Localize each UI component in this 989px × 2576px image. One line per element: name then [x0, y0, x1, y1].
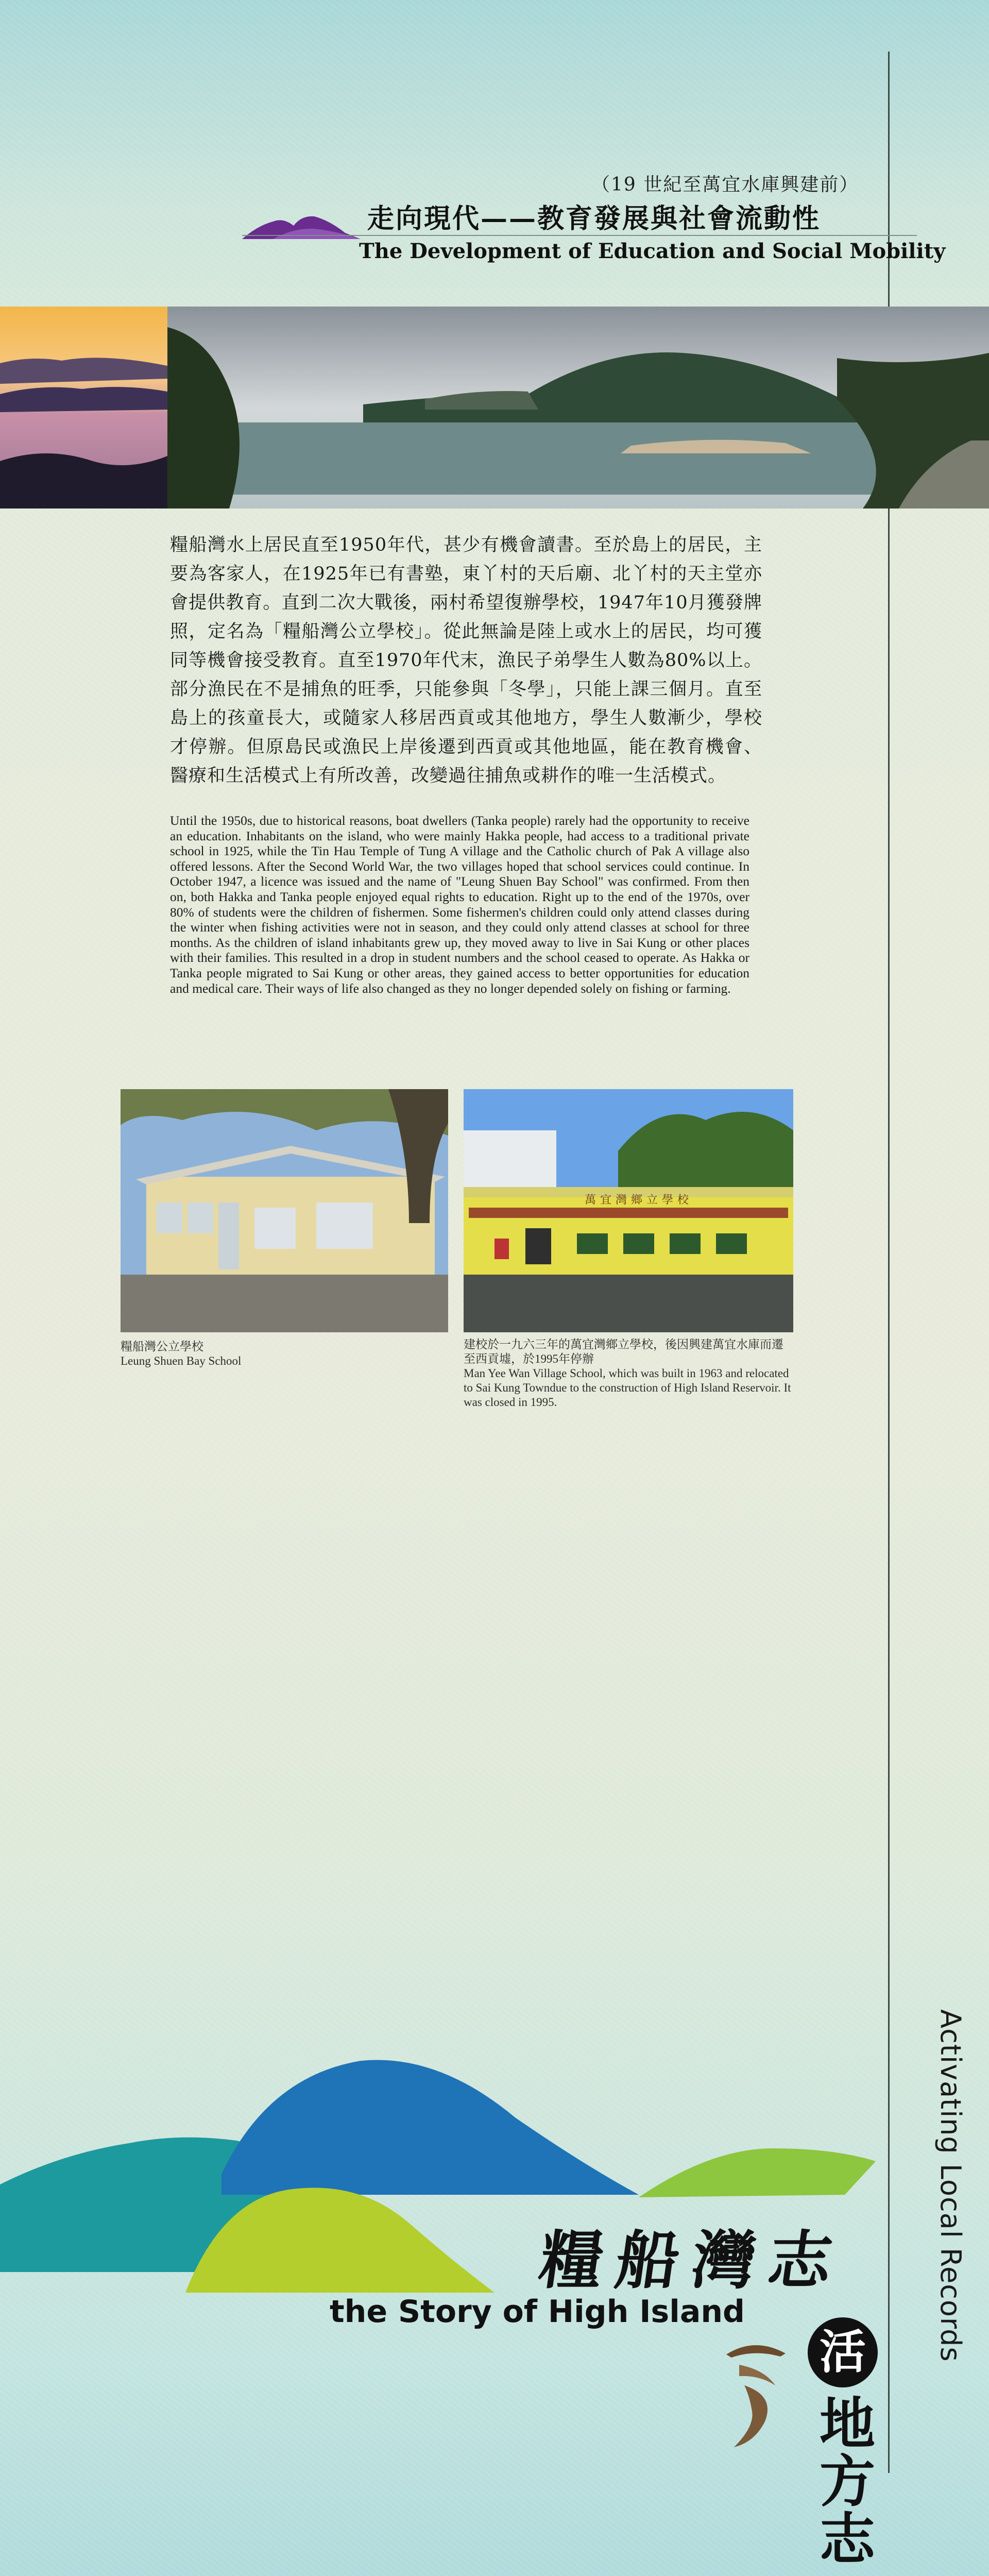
calligraphy-title-zh: 糧船灣志 — [535, 2223, 850, 2297]
title-rule — [242, 235, 917, 236]
man-yee-wan-village-school-photo — [464, 1089, 793, 1332]
page-title-zh: 走向現代——教育發展與社會流動性 — [367, 203, 821, 234]
bay-panorama-photo — [167, 307, 989, 509]
activating-local-records-text: Activating Local Records — [934, 2009, 967, 2362]
school-signboard: 萬宜灣鄉立學校 — [585, 1194, 693, 1207]
photo-caption-2-zh: 建校於一九六三年的萬宜灣鄉立學校，後因興建萬宜水庫而遷至西貢墟，於1995年停辦 — [464, 1338, 783, 1365]
section-period-subtitle: （19 世紀至萬宜水庫興建前） — [591, 174, 859, 195]
sailing-boat-icon — [724, 2334, 791, 2452]
photo-caption-1-en: Leung Shuen Bay School — [121, 1354, 242, 1367]
sunset-photo — [0, 307, 167, 509]
body-text-en: Until the 1950s, due to historical reasons, boat dwellers (Tanka people) rarely had the opportunity to receive an education. Inhabitants on the island, who were mainly Hakka people, had access to a traditional private school in 1925, while the Tin Hau Temple of Tung A village and the Catholic church of Pak A village also offered lessons. After the Second World War, the two villages hoped that school services could continue. In October 1947, a licence was issued and the name of "Leung Shuen Bay School" was confirmed. From then on, both Hakka and Tanka people enjoyed equal rights to education. Right up to the end of the 1970s, over 80% of students were the children of fishermen. Some fishermen's children could only attend classes during the winter when fishing activities were not in season, and they could only attend classes at school for three months. As the children of island inhabitants grew up, they moved away to live in Sai Kung or other places with their families. This resulted in a drop in student numbers and the school ceased to operate. As Hakka or Tanka people migrated to Sai Kung or other areas, they gained access to better opportunities for education and medical care. Their ways of life also changed as they no longer depended solely on fishing or farming. — [170, 813, 749, 996]
page-title-en: The Development of Education and Social Mobility — [359, 239, 946, 263]
live-character-badge: 活 — [808, 2317, 878, 2387]
photo-caption-1-zh: 糧船灣公立學校 — [121, 1340, 203, 1353]
leung-shuen-bay-school-photo — [121, 1089, 448, 1332]
photo-caption-1 — [121, 1340, 430, 1368]
body-text-zh: 糧船灣水上居民直至1950年代，甚少有機會讀書。至於島上的居民，主要為客家人，在1925年已有書塾，東丫村的天后廟、北丫村的天主堂亦會提供教育。直到二次大戰後，兩村希望復辦學校，1947年10月獲發牌照，定名為「糧船灣公立學校」。從此無論是陸上或水上的居民，均可獲同等機會接受教育。直至1970年代末，漁民子弟學生人數為80%以上。部分漁民在不是捕魚的旺季，只能參與「冬學」，只能上課三個月。直至島上的孩童長大，或隨家人移居西貢或其他地方，學生人數漸少，學校才停辦。但原島民或漁民上岸後遷到西貢或其他地區，能在教育機會、醫療和生活模式上有所改善，改變過往捕魚或耕作的唯一生活模式。 — [170, 535, 762, 786]
photo-caption-2-en: Man Yee Wan Village School, which was built in 1963 and relocated to Sai Kung Towndue to the construction of High Island Reservoir. It was closed in 1995. — [464, 1367, 791, 1409]
photo-caption-2 — [464, 1337, 793, 1410]
story-title-en: the Story of High Island — [330, 2294, 745, 2330]
banner-photo-strip — [0, 307, 989, 509]
local-records-zh: 地方志 — [819, 2392, 875, 2572]
